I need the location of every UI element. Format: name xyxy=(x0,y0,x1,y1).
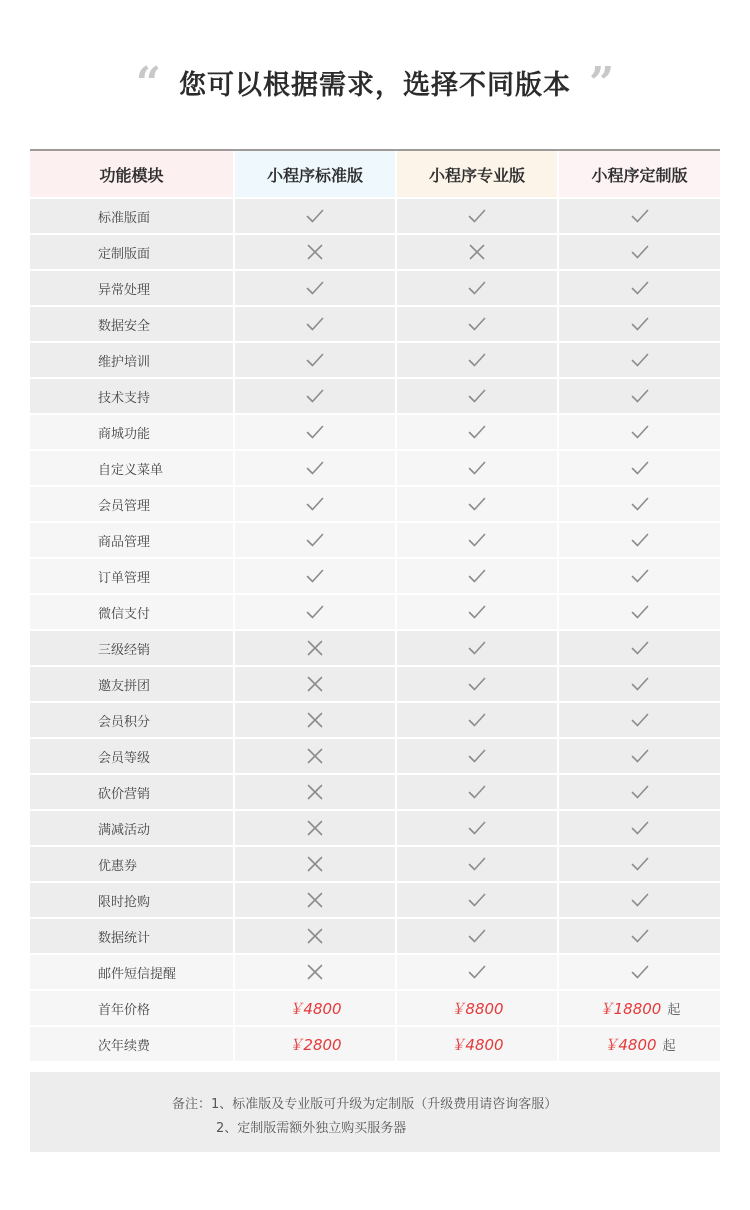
custom-support-cell xyxy=(559,631,720,667)
check-icon xyxy=(467,710,487,730)
check-icon xyxy=(467,458,487,478)
check-icon xyxy=(630,566,650,586)
custom-support-cell xyxy=(559,235,720,271)
feature-name: 异常处理 xyxy=(30,271,235,307)
table-row xyxy=(30,955,720,991)
check-icon xyxy=(467,206,487,226)
table-row xyxy=(30,883,720,919)
table-row xyxy=(30,919,720,955)
check-icon xyxy=(630,530,650,550)
pro-support-cell xyxy=(397,415,559,451)
custom-support-cell xyxy=(559,523,720,559)
cross-icon xyxy=(305,710,325,730)
standard-support-cell xyxy=(235,559,397,595)
price-suffix: 起 xyxy=(667,1002,681,1018)
feature-name: 三级经销 xyxy=(30,631,235,667)
standard-support-cell xyxy=(235,919,397,955)
cross-icon xyxy=(305,854,325,874)
page-title: 您可以根据需求，选择不同版本 xyxy=(179,69,571,101)
check-icon xyxy=(305,566,325,586)
custom-support-cell xyxy=(559,919,720,955)
check-icon xyxy=(630,854,650,874)
standard-price-cell xyxy=(235,1027,397,1063)
check-icon xyxy=(305,386,325,406)
page-title-area xyxy=(0,52,750,112)
custom-price-cell xyxy=(559,1027,720,1063)
check-icon xyxy=(630,890,650,910)
standard-support-cell xyxy=(235,703,397,739)
cross-icon xyxy=(305,890,325,910)
check-icon xyxy=(467,314,487,334)
standard-support-cell xyxy=(235,451,397,487)
remarks-box xyxy=(30,1072,720,1152)
pro-price-cell xyxy=(397,991,559,1027)
standard-support-cell xyxy=(235,487,397,523)
custom-support-cell xyxy=(559,595,720,631)
pro-support-cell xyxy=(397,199,559,235)
check-icon xyxy=(630,926,650,946)
pro-support-cell xyxy=(397,739,559,775)
pro-support-cell xyxy=(397,271,559,307)
pro-support-cell xyxy=(397,919,559,955)
custom-support-cell xyxy=(559,883,720,919)
check-icon xyxy=(630,386,650,406)
price-suffix: 起 xyxy=(662,1038,676,1054)
check-icon xyxy=(467,638,487,658)
check-icon xyxy=(630,746,650,766)
table-row xyxy=(30,523,720,559)
feature-name: 自定义菜单 xyxy=(30,451,235,487)
price-row-label: 首年价格 xyxy=(30,991,235,1027)
table-row xyxy=(30,271,720,307)
feature-name: 数据安全 xyxy=(30,307,235,343)
check-icon xyxy=(630,818,650,838)
check-icon xyxy=(467,530,487,550)
check-icon xyxy=(467,854,487,874)
check-icon xyxy=(467,890,487,910)
check-icon xyxy=(630,422,650,442)
check-icon xyxy=(630,674,650,694)
price-value: ￥18800 xyxy=(598,999,662,1018)
check-icon xyxy=(630,962,650,982)
custom-support-cell xyxy=(559,343,720,379)
check-icon xyxy=(467,278,487,298)
table-row xyxy=(30,487,720,523)
pro-support-cell xyxy=(397,307,559,343)
check-icon xyxy=(305,350,325,370)
feature-name: 邀友拼团 xyxy=(30,667,235,703)
remark-line-1: 备注：1、标准版及专业版可升级为定制版（升级费用请咨询客服） xyxy=(172,1097,558,1112)
table-row xyxy=(30,451,720,487)
standard-price-cell xyxy=(235,991,397,1027)
cross-icon xyxy=(305,926,325,946)
standard-support-cell xyxy=(235,811,397,847)
check-icon xyxy=(467,674,487,694)
custom-support-cell xyxy=(559,379,720,415)
standard-support-cell xyxy=(235,667,397,703)
feature-name: 商品管理 xyxy=(30,523,235,559)
feature-name: 维护培训 xyxy=(30,343,235,379)
check-icon xyxy=(467,782,487,802)
feature-name: 订单管理 xyxy=(30,559,235,595)
check-icon xyxy=(630,638,650,658)
standard-support-cell xyxy=(235,343,397,379)
feature-name: 邮件短信提醒 xyxy=(30,955,235,991)
check-icon xyxy=(630,494,650,514)
check-icon xyxy=(630,206,650,226)
feature-name: 会员积分 xyxy=(30,703,235,739)
feature-name: 会员等级 xyxy=(30,739,235,775)
pro-support-cell xyxy=(397,343,559,379)
table-row xyxy=(30,811,720,847)
header-pro-edition: 小程序专业版 xyxy=(397,151,559,199)
pro-support-cell xyxy=(397,775,559,811)
header-feature-module: 功能模块 xyxy=(30,151,235,199)
standard-support-cell xyxy=(235,595,397,631)
custom-support-cell xyxy=(559,703,720,739)
cross-icon xyxy=(467,242,487,262)
check-icon xyxy=(630,314,650,334)
custom-support-cell xyxy=(559,775,720,811)
table-row xyxy=(30,847,720,883)
standard-support-cell xyxy=(235,415,397,451)
table-row xyxy=(30,307,720,343)
standard-support-cell xyxy=(235,307,397,343)
standard-support-cell xyxy=(235,271,397,307)
check-icon xyxy=(467,818,487,838)
feature-name: 会员管理 xyxy=(30,487,235,523)
check-icon xyxy=(467,962,487,982)
remark-line-2: 2、定制版需额外独立购买服务器 xyxy=(216,1121,407,1136)
pro-price-cell xyxy=(397,1027,559,1063)
custom-support-cell xyxy=(559,955,720,991)
cross-icon xyxy=(305,746,325,766)
table-row xyxy=(30,379,720,415)
check-icon xyxy=(467,386,487,406)
pro-support-cell xyxy=(397,703,559,739)
check-icon xyxy=(467,566,487,586)
check-icon xyxy=(305,278,325,298)
standard-support-cell xyxy=(235,883,397,919)
feature-name: 限时抢购 xyxy=(30,883,235,919)
table-row xyxy=(30,703,720,739)
custom-support-cell xyxy=(559,199,720,235)
feature-name: 微信支付 xyxy=(30,595,235,631)
table-row xyxy=(30,667,720,703)
check-icon xyxy=(305,206,325,226)
check-icon xyxy=(305,530,325,550)
standard-support-cell xyxy=(235,631,397,667)
check-icon xyxy=(467,422,487,442)
feature-name: 数据统计 xyxy=(30,919,235,955)
feature-name: 标准版面 xyxy=(30,199,235,235)
cross-icon xyxy=(305,782,325,802)
check-icon xyxy=(467,350,487,370)
feature-name: 满减活动 xyxy=(30,811,235,847)
table-row xyxy=(30,343,720,379)
check-icon xyxy=(467,602,487,622)
pro-support-cell xyxy=(397,451,559,487)
feature-name: 定制版面 xyxy=(30,235,235,271)
standard-support-cell xyxy=(235,775,397,811)
check-icon xyxy=(467,494,487,514)
price-value: ￥2800 xyxy=(288,1035,342,1054)
pro-support-cell xyxy=(397,811,559,847)
cross-icon xyxy=(305,818,325,838)
check-icon xyxy=(630,710,650,730)
table-row xyxy=(30,775,720,811)
custom-price-cell xyxy=(559,991,720,1027)
cross-icon xyxy=(305,242,325,262)
custom-support-cell xyxy=(559,271,720,307)
price-value: ￥4800 xyxy=(603,1035,657,1054)
standard-support-cell xyxy=(235,523,397,559)
pro-support-cell xyxy=(397,883,559,919)
table-row xyxy=(30,235,720,271)
check-icon xyxy=(630,782,650,802)
table-row xyxy=(30,595,720,631)
custom-support-cell xyxy=(559,415,720,451)
custom-support-cell xyxy=(559,667,720,703)
price-row xyxy=(30,1027,720,1063)
comparison-table xyxy=(30,149,720,1063)
custom-support-cell xyxy=(559,739,720,775)
check-icon xyxy=(305,458,325,478)
table-row xyxy=(30,739,720,775)
check-icon xyxy=(630,458,650,478)
table-header-row xyxy=(30,151,720,199)
custom-support-cell xyxy=(559,307,720,343)
feature-name: 砍价营销 xyxy=(30,775,235,811)
check-icon xyxy=(630,602,650,622)
cross-icon xyxy=(305,674,325,694)
check-icon xyxy=(305,602,325,622)
standard-support-cell xyxy=(235,847,397,883)
standard-support-cell xyxy=(235,235,397,271)
pro-support-cell xyxy=(397,235,559,271)
close-quote-icon: ” xyxy=(589,58,615,109)
check-icon xyxy=(305,422,325,442)
cross-icon xyxy=(305,962,325,982)
open-quote-icon: “ xyxy=(135,58,161,109)
check-icon xyxy=(305,494,325,514)
pro-support-cell xyxy=(397,631,559,667)
standard-support-cell xyxy=(235,379,397,415)
price-row-label: 次年续费 xyxy=(30,1027,235,1063)
check-icon xyxy=(630,350,650,370)
price-value: ￥8800 xyxy=(450,999,504,1018)
pro-support-cell xyxy=(397,487,559,523)
custom-support-cell xyxy=(559,559,720,595)
pro-support-cell xyxy=(397,667,559,703)
standard-support-cell xyxy=(235,739,397,775)
standard-support-cell xyxy=(235,199,397,235)
standard-support-cell xyxy=(235,955,397,991)
cross-icon xyxy=(305,638,325,658)
price-row xyxy=(30,991,720,1027)
pro-support-cell xyxy=(397,955,559,991)
custom-support-cell xyxy=(559,811,720,847)
pro-support-cell xyxy=(397,559,559,595)
check-icon xyxy=(305,314,325,334)
custom-support-cell xyxy=(559,451,720,487)
table-row xyxy=(30,631,720,667)
check-icon xyxy=(630,242,650,262)
table-row xyxy=(30,415,720,451)
custom-support-cell xyxy=(559,487,720,523)
feature-name: 商城功能 xyxy=(30,415,235,451)
table-row xyxy=(30,199,720,235)
check-icon xyxy=(630,278,650,298)
feature-name: 优惠券 xyxy=(30,847,235,883)
custom-support-cell xyxy=(559,847,720,883)
price-value: ￥4800 xyxy=(450,1035,504,1054)
price-value: ￥4800 xyxy=(288,999,342,1018)
feature-name: 技术支持 xyxy=(30,379,235,415)
header-standard-edition: 小程序标准版 xyxy=(235,151,397,199)
pro-support-cell xyxy=(397,379,559,415)
pro-support-cell xyxy=(397,523,559,559)
check-icon xyxy=(467,926,487,946)
pro-support-cell xyxy=(397,847,559,883)
pro-support-cell xyxy=(397,595,559,631)
table-row xyxy=(30,559,720,595)
check-icon xyxy=(467,746,487,766)
header-custom-edition: 小程序定制版 xyxy=(559,151,720,199)
